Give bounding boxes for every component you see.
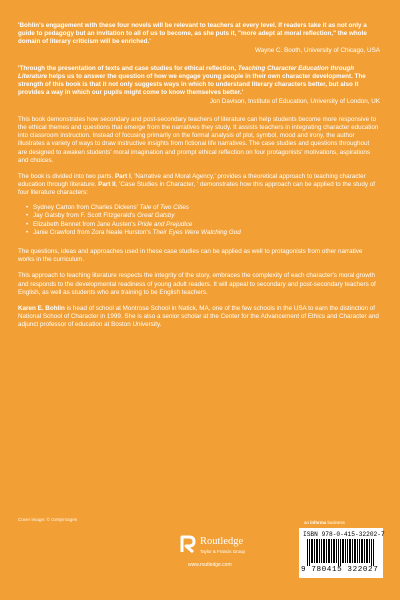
book-title: Teaching Character Education through Literature bbox=[18, 64, 355, 81]
blurb-attribution: Jon Davison, Institute of Education, University of London, UK bbox=[209, 97, 380, 105]
blurb-booth bbox=[18, 22, 380, 55]
back-cover-text bbox=[18, 22, 380, 330]
blurb-davison bbox=[18, 65, 380, 106]
author-bio: Karen E. Bohlin is head of school at Montrose School in Natick, MA, one of the few schools in the USA to earn the distinction of National School of Character in 1999. She is also a senior scholar at the Center for the Advancement of Ethics and Character and adjunct professor of education at Boston University. bbox=[18, 305, 379, 329]
list-item: • Sydney Carton from Charles Dickens' Tale of Two Cities bbox=[26, 204, 380, 213]
blurb-quote: 'Through the presentation of texts and case studies for ethical reflection, Teaching Character Education through Literature helps us to answer the question of how we engage young people in their own character development. The strength of this book is that it not only suggests ways in which to understand literary characters better, but also it provides a way in which our pupils might come to know themselves better.' bbox=[18, 64, 366, 97]
routledge-logo bbox=[180, 531, 245, 575]
list-item: • Jay Gatsby from F. Scott Fitzgerald's Great Gatsby bbox=[26, 212, 380, 221]
application-paragraph: The questions, ideas and approaches used in these case studies can be applied as well to protagonists from other narrative works in the curriculum. bbox=[18, 248, 363, 264]
informa-tagline: an informa business bbox=[304, 520, 345, 525]
list-item: • Janie Crawford from Zora Neale Hurston's Their Eyes Were Watching God bbox=[26, 229, 380, 238]
publisher-url: www.routledge.com bbox=[188, 562, 232, 568]
character-list bbox=[18, 204, 380, 238]
author-name: Karen E. Bohlin bbox=[18, 305, 65, 313]
routledge-r-icon bbox=[180, 535, 196, 553]
isbn-barcode bbox=[299, 528, 383, 578]
description-paragraph: This book demonstrates how secondary and post-secondary teachers of literature can help students become more responsive to the ethical themes and questions that emerge from the narratives they study. It assists teachers in integrating character education into classroom instruction. Instead of focusing primarily on the formal analysis of plot, symbol, mood and irony, the author illustrates a variety of ways to draw instructive insights from fictional life narratives. The case studies and questions throughout are designed to awaken students' moral imagination and prompt ethical reflection on four protagonists' motivations, aspirations and choices. bbox=[18, 115, 379, 164]
barcode-digits: 9 780415 322027 bbox=[301, 566, 379, 574]
list-item: • Elizabeth Bennet from Jane Austen's Pride and Prejudice bbox=[26, 221, 380, 230]
blurb-attribution: Wayne C. Booth, University of Chicago, USA bbox=[254, 46, 380, 54]
structure-paragraph: The book is divided into two parts. Part I, 'Narrative and Moral Agency,' provides a theoretical approach to teaching character education through literature. Part II, 'Case Studies in Character, ' demonstrates how this approach can be applied to the study of four literature characters: bbox=[18, 173, 376, 197]
barcode-icon bbox=[307, 539, 375, 566]
blurb-quote: 'Bohlin's engagement with these four novels will be relevant to teachers at every level. If readers take it as not only a guide to pedagogy but an invitation to all of us to become, as she puts it, "more adept at moral reflection," the whole domain of literary criticism will be enriched.' bbox=[18, 22, 367, 46]
isbn-label: ISBN 978-0-415-32202-7 bbox=[303, 531, 385, 538]
publisher-name: Routledge bbox=[200, 536, 244, 547]
publisher-group: Taylor & Francis Group bbox=[200, 549, 245, 554]
audience-paragraph: This approach to teaching literature respects the integrity of the story, embraces the complexity of each character's moral growth and responds to the developmental readiness of young adult readers. It will appeal to secondary and post-secondary teachers of English, as well as students who are training to be English teachers. bbox=[18, 272, 376, 296]
cover-credit: Cover image: © Gettyimages bbox=[18, 517, 78, 522]
